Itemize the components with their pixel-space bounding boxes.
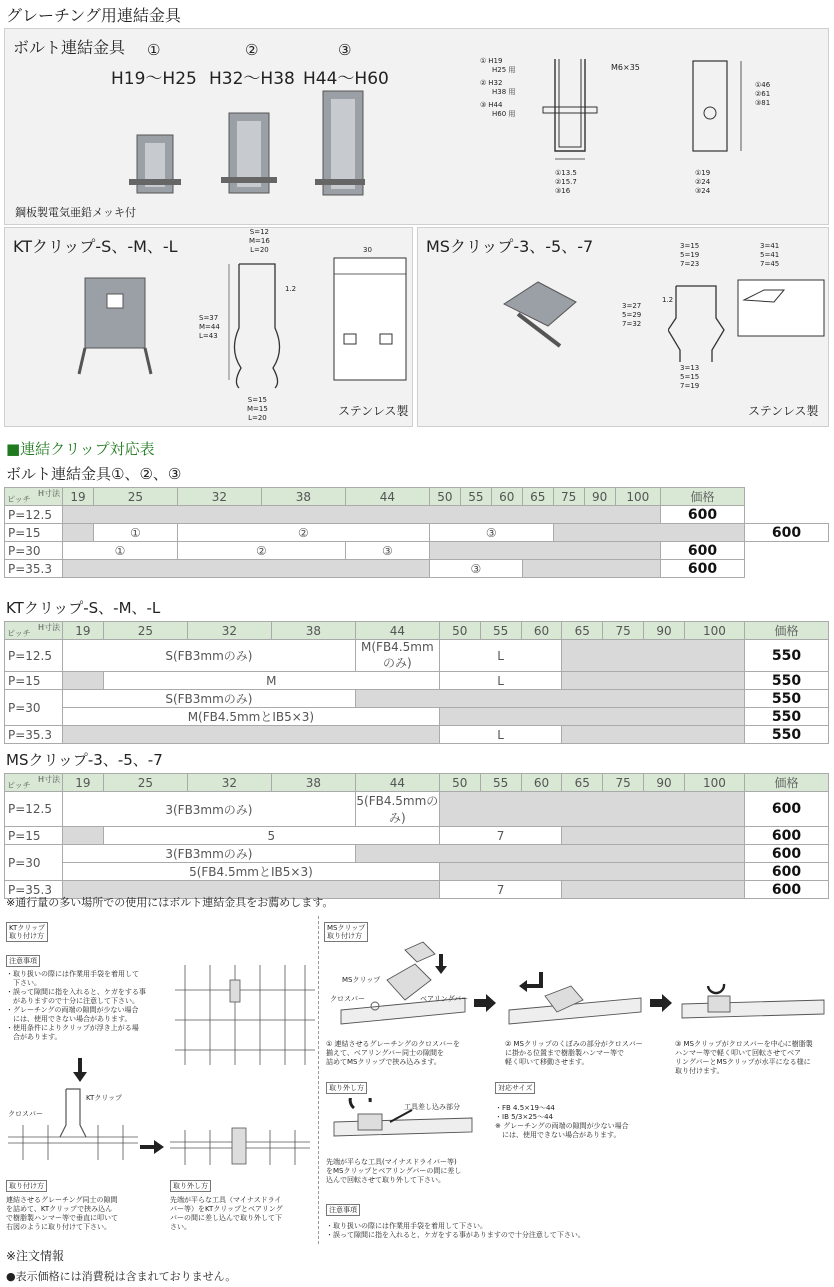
table-row: P=35.3 L 550 <box>5 726 829 744</box>
col-50: 50 <box>429 488 460 506</box>
table3-title: MSクリップ-3、-5、-7 <box>6 751 163 769</box>
bolt-range-2: H32〜H38 <box>209 69 295 89</box>
kt-install-box: KTクリップ 取り付け方 <box>6 922 48 942</box>
table-row: P=12.5 S(FB3mmのみ) M(FB4.5mmのみ) L 550 <box>5 640 829 672</box>
bolt-range-1: H19〜H25 <box>111 69 197 89</box>
kt-clip-label: KTクリップ <box>86 1094 123 1102</box>
col-44: 44 <box>345 488 429 506</box>
bolt-num-1: ① <box>147 41 161 59</box>
ms-step3-text: ③ MSクリップがクロスバーを中心に樹脂製 ハンマー等で軽く叩いて回転させてベア リングバーとMSクリップが水平になる様に 取り付けます。 <box>675 1040 813 1075</box>
right-arrow-icon <box>140 1140 164 1154</box>
price-header: 価格 <box>661 488 745 506</box>
order-note: ●表示価格には消費税は含まれておりません。 <box>6 1270 237 1283</box>
ms-clip-label: MSクリップ <box>342 976 381 984</box>
table-row: P=15 ① ② ③ 600 <box>5 524 829 542</box>
h-label-1: ① H19 <box>480 57 503 65</box>
h-label-3: ③ H44 <box>480 101 503 109</box>
ms-remove-text: 先端が平らな工具(マイナスドライバー等) をMSクリップとベアリングバーの間に差し 込んで回転させて取り外して下さい。 <box>326 1158 462 1184</box>
table-row: P=30 S(FB3mmのみ) 550 <box>5 690 829 708</box>
ms-front-drawing <box>668 278 728 368</box>
col-25: 25 <box>93 488 177 506</box>
col-65: 65 <box>522 488 553 506</box>
ms-tool-label: 工具差し込み部分 <box>404 1103 460 1111</box>
ms-title: MSクリップ-3、-5、-7 <box>426 237 594 256</box>
table-row: P=30 ① ② ③ 600 <box>5 542 829 560</box>
table2-title: KTクリップ-S、-M、-L <box>6 599 161 617</box>
ms-sizes: ・FB 4.5×19〜44 ・IB 5/3×25〜44 ※ グレーチングの両端の隙間が少ない場合 には、使用できない場合があります。 <box>495 1104 629 1139</box>
col-32: 32 <box>177 488 261 506</box>
bolt-photo <box>125 87 365 207</box>
bolt-size-label: M6×35 <box>611 63 640 72</box>
bolt-range-3: H44〜H60 <box>303 69 389 89</box>
kt-front-drawing <box>225 258 295 398</box>
ms-install-box: MSクリップ 取り付け方 <box>324 922 368 942</box>
right-arrow-icon <box>474 994 496 1012</box>
kt-thickness: 1.2 <box>285 285 297 293</box>
kt-top-dims: S=12 M=16 L=20 <box>249 228 270 254</box>
h-label-1b: H25 用 <box>492 66 516 74</box>
ms-material: ステンレス製 <box>748 404 819 418</box>
ms-compat-table <box>4 773 829 899</box>
kt-material: ステンレス製 <box>338 404 409 418</box>
table-row: P=12.5 3(FB3mmのみ) 5(FB4.5mmのみ) 600 <box>5 792 829 827</box>
ms-size-label: 対応サイズ <box>495 1082 535 1094</box>
ms-step3-drawing <box>678 972 828 1032</box>
right-arrow-icon <box>650 994 672 1012</box>
ms-panel <box>417 227 829 427</box>
col-55: 55 <box>460 488 491 506</box>
ms-cautions: ・取り扱いの際には作業用手袋を着用して下さい。 ・誤って隙間に指を入れると、ケガをする事がありますので十分注意して下さい。 <box>326 1222 585 1239</box>
page-title: グレーチング用連結金具 <box>6 6 181 25</box>
ms-right-dims: 3=41 5=41 7=45 <box>760 242 780 268</box>
table1-title: ボルト連結金具①、②、③ <box>6 465 182 483</box>
ms-thickness: 1.2 <box>662 296 674 304</box>
ms-step2-text: ② MSクリップのくぼみの部分がクロスバー に掛かる位置まで樹脂製ハンマー等で 軽く叩いて移動させます。 <box>505 1040 643 1066</box>
kt-remove-text: 先端が平らな工具（マイナスドライ バー等）をKTクリップとベアリング バーの間に差し込んで取り外して下 さい。 <box>170 1196 283 1231</box>
bolt-num-3: ③ <box>338 41 352 59</box>
kt-crossbar-label: クロスバー <box>8 1110 43 1118</box>
kt-install-label: 取り付け方 <box>6 1180 47 1192</box>
bolt-widths: ①13.5 ②15.7 ③16 <box>555 169 577 195</box>
down-arrow-icon <box>72 1058 88 1082</box>
col-100: 100 <box>615 488 660 506</box>
col-75: 75 <box>553 488 584 506</box>
section-divider <box>318 916 319 1244</box>
table-header-row <box>5 488 829 506</box>
kt-title: KTクリップ-S、-M、-L <box>13 237 178 256</box>
ms-step1-text: ① 連結させるグレーチングのクロスバーを 揃えて、ベアリングバー同士の隙間を 詰めてMSクリップで挟み込みます。 <box>326 1040 461 1066</box>
kt-installed-drawing <box>170 1120 310 1175</box>
bolt-depths: ①19 ②24 ③24 <box>695 169 711 195</box>
kt-caution-label: 注意事項 <box>6 955 40 967</box>
h-label-2: ② H32 <box>480 79 503 87</box>
kt-remove-label: 取り外し方 <box>170 1180 211 1192</box>
kt-cautions: ・取り扱いの際には作業用手袋を着用して 下さい。 ・誤って隙間に指を入れると、ケガをする事 がありますので十分に注意して下さい。 ・グレーチングの両端の隙間が少ない場合 には、使用できない場合があります。 ・使用条件によりクリップが浮き上がる場 合があります。 <box>6 970 146 1041</box>
ms-remove-label: 取り外し方 <box>326 1082 367 1094</box>
col-19: 19 <box>63 488 94 506</box>
kt-left-dims: S=37 M=44 L=43 <box>199 314 220 340</box>
table-row: P=30 3(FB3mmのみ) 600 <box>5 845 829 863</box>
col-60: 60 <box>491 488 522 506</box>
h-label-2b: H38 用 <box>492 88 516 96</box>
ms-top-dims: 3=15 5=19 7=23 <box>680 242 700 268</box>
ms-left-dims: 3=27 5=29 7=32 <box>622 302 642 328</box>
bolt-front-drawing <box>535 55 605 165</box>
col-38: 38 <box>261 488 345 506</box>
ms-step1-drawing <box>335 940 470 1035</box>
kt-compat-table <box>4 621 829 744</box>
bolt-material: 鋼板製電気亜鉛メッキ付 <box>15 206 136 219</box>
ms-bottom-dims: 3=13 5=15 7=19 <box>680 364 700 390</box>
h-label-3b: H60 用 <box>492 110 516 118</box>
table-note: ※通行量の多い場所での使用にはボルト連結金具をお薦めします。 <box>6 896 334 909</box>
kt-install-text: 連結させるグレーチング同士の隙間 を詰めて、KTクリップで挟み込ん で樹脂製ハンマー等で垂直に叩いて 右図のように取り付けて下さい。 <box>6 1196 118 1231</box>
kt-photo <box>75 268 155 378</box>
kt-side-drawing <box>330 254 410 384</box>
ms-cross-label: クロスバー <box>330 995 365 1003</box>
table-row: P=15 M L 550 <box>5 672 829 690</box>
table-row: P=35.3 7 600 <box>5 881 829 899</box>
ms-side-drawing <box>734 274 828 344</box>
bolt-side-drawing <box>685 57 755 157</box>
table-row: P=12.5 600 <box>5 506 829 524</box>
header-corner: H寸法 ピッチ <box>5 488 63 506</box>
bolt-num-2: ② <box>245 41 259 59</box>
kt-bottom-dims: S=15 M=15 L=20 <box>247 396 268 422</box>
kt-side-width: 30 <box>363 246 372 254</box>
table-row: M(FB4.5mmとIB5×3) 550 <box>5 708 829 726</box>
bolt-panel <box>4 28 829 225</box>
table-header-row: H寸法 ピッチ 19 25 32 38 44 50 55 60 65 75 90 100 価格 <box>5 774 829 792</box>
ms-step2-drawing <box>505 970 645 1040</box>
table-row: 5(FB4.5mmとIB5×3) 600 <box>5 863 829 881</box>
ms-caution-label: 注意事項 <box>326 1204 360 1216</box>
bolt-heights: ①46 ②61 ③81 <box>755 81 771 107</box>
kt-install-grating-drawing <box>175 960 315 1070</box>
bolt-title: ボルト連結金具 <box>13 38 126 57</box>
compat-title: ■連結クリップ対応表 <box>6 440 155 458</box>
col-90: 90 <box>584 488 615 506</box>
ms-bearing-label: ベアリングバー <box>420 995 469 1003</box>
bolt-compat-table <box>4 487 829 578</box>
ms-photo <box>498 268 588 358</box>
table-row: P=15 5 7 600 <box>5 827 829 845</box>
table-row: P=35.3 ③ 600 <box>5 560 829 578</box>
table-header-row: H寸法 ピッチ 19 25 32 38 44 50 55 60 65 75 90 100 価格 <box>5 622 829 640</box>
kt-panel <box>4 227 413 427</box>
order-title: ※注文情報 <box>6 1249 65 1263</box>
